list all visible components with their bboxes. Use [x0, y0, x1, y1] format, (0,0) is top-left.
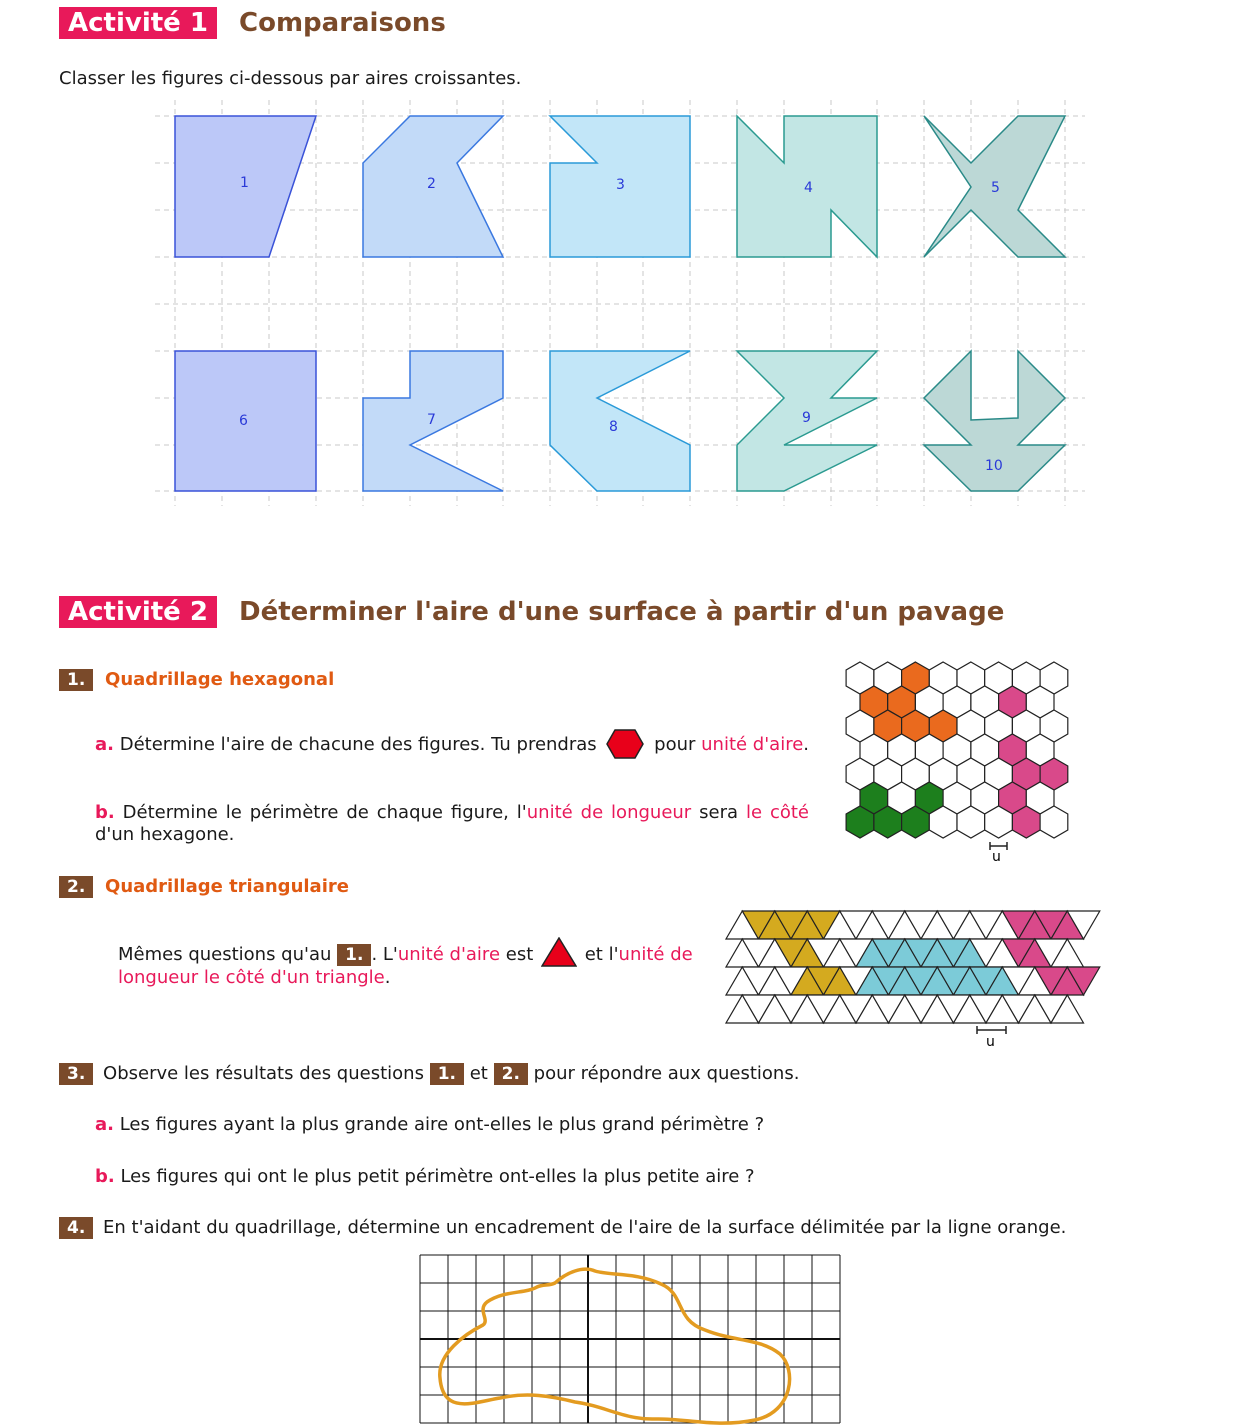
question-2-end: .: [384, 967, 391, 988]
question-3-text2: et: [469, 1063, 488, 1084]
question-3a-text: Les figures ayant la plus grande aire ont-elles le plus grand périmètre ?: [119, 1114, 765, 1135]
activity-1-title: Comparaisons: [239, 8, 446, 38]
orange-curve: [440, 1269, 790, 1423]
question-1a-text: Détermine l'aire de chacune des figures. Tu prendras: [119, 734, 597, 755]
figure-label-5: 5: [991, 180, 1000, 196]
question-2-number: 2.: [59, 876, 93, 898]
figure-label-6: 6: [239, 413, 248, 429]
question-1-title: Quadrillage hexagonal: [105, 669, 335, 690]
figure-label-3: 3: [616, 177, 625, 193]
question-1b-text2: sera: [699, 802, 739, 823]
question-2-title: Quadrillage triangulaire: [105, 876, 349, 897]
question-1a: [95, 729, 809, 759]
question-1b-unit: unité de longueur: [526, 802, 692, 823]
question-1-header: [59, 669, 334, 691]
question-3-text3: pour répondre aux questions.: [533, 1063, 800, 1084]
question-3-number: 3.: [59, 1063, 93, 1085]
figure-label-1: 1: [240, 175, 249, 191]
hex-unit-label: u: [992, 849, 1001, 865]
figure-label-2: 2: [427, 176, 436, 192]
question-2-text3: est: [505, 944, 534, 965]
figure-label-4: 4: [804, 180, 813, 196]
question-4-text: En t'aidant du quadrillage, détermine un encadrement de l'aire de la surface délimitée par la ligne orange.: [103, 1217, 1067, 1238]
question-3b-label: b.: [95, 1166, 115, 1187]
activity-1-badge: Activité 1: [59, 7, 217, 39]
question-3-ref2: 2.: [494, 1063, 528, 1085]
question-2-area-unit: unité d'aire: [397, 944, 501, 965]
question-2-text: [118, 937, 693, 989]
question-1b-text1: Détermine le périmètre de chaque figure, l': [122, 802, 527, 823]
question-4-header: [59, 1217, 1066, 1239]
red-hexagon-icon: [606, 729, 644, 759]
question-1b-label: b.: [95, 802, 115, 823]
question-2-text1: Mêmes questions qu'au: [118, 944, 332, 965]
figure-8: [550, 351, 690, 491]
question-1b-side: le côté: [745, 802, 810, 823]
question-3a-label: a.: [95, 1114, 114, 1135]
square-grid: [415, 1250, 845, 1428]
figure-label-8: 8: [609, 419, 618, 435]
question-2-text4: et l': [584, 944, 619, 965]
question-1a-pour: pour: [654, 734, 696, 755]
activity-2-title: Déterminer l'aire d'une surface à partir d'un pavage: [239, 597, 1005, 627]
question-3-ref1: 1.: [430, 1063, 464, 1085]
figures-grid: [0, 0, 1240, 520]
question-3-text1: Observe les résultats des questions: [103, 1063, 424, 1084]
red-triangle-icon: [541, 937, 577, 967]
question-1a-label: a.: [95, 734, 114, 755]
question-1-number: 1.: [59, 669, 93, 691]
hexagonal-grid: [840, 658, 1080, 868]
question-3b-text: Les figures qui ont le plus petit périmètre ont-elles la plus petite aire ?: [120, 1166, 755, 1187]
figure-label-7: 7: [427, 412, 436, 428]
question-2-text2: . L': [371, 944, 398, 965]
question-2-ref: 1.: [337, 944, 371, 966]
question-3-header: [59, 1063, 799, 1085]
question-1b: [95, 802, 809, 846]
question-2-length-unit: unité de longueur le côté d'un triangle: [118, 944, 693, 988]
question-1b-text3: d'un hexagone.: [95, 824, 235, 845]
question-3b: [95, 1166, 755, 1188]
question-2-header: [59, 876, 349, 898]
question-3a: [95, 1114, 764, 1136]
activity-2-badge: Activité 2: [59, 596, 217, 628]
triangular-grid: [720, 905, 1120, 1055]
question-4-number: 4.: [59, 1217, 93, 1239]
question-1a-end: .: [803, 734, 810, 755]
activity-1-instruction: Classer les figures ci-dessous par aires croissantes.: [59, 68, 522, 89]
figure-label-10: 10: [985, 458, 1003, 474]
question-1a-unit: unité d'aire: [701, 734, 804, 755]
figure-label-9: 9: [802, 410, 811, 426]
tri-unit-label: u: [986, 1034, 995, 1050]
